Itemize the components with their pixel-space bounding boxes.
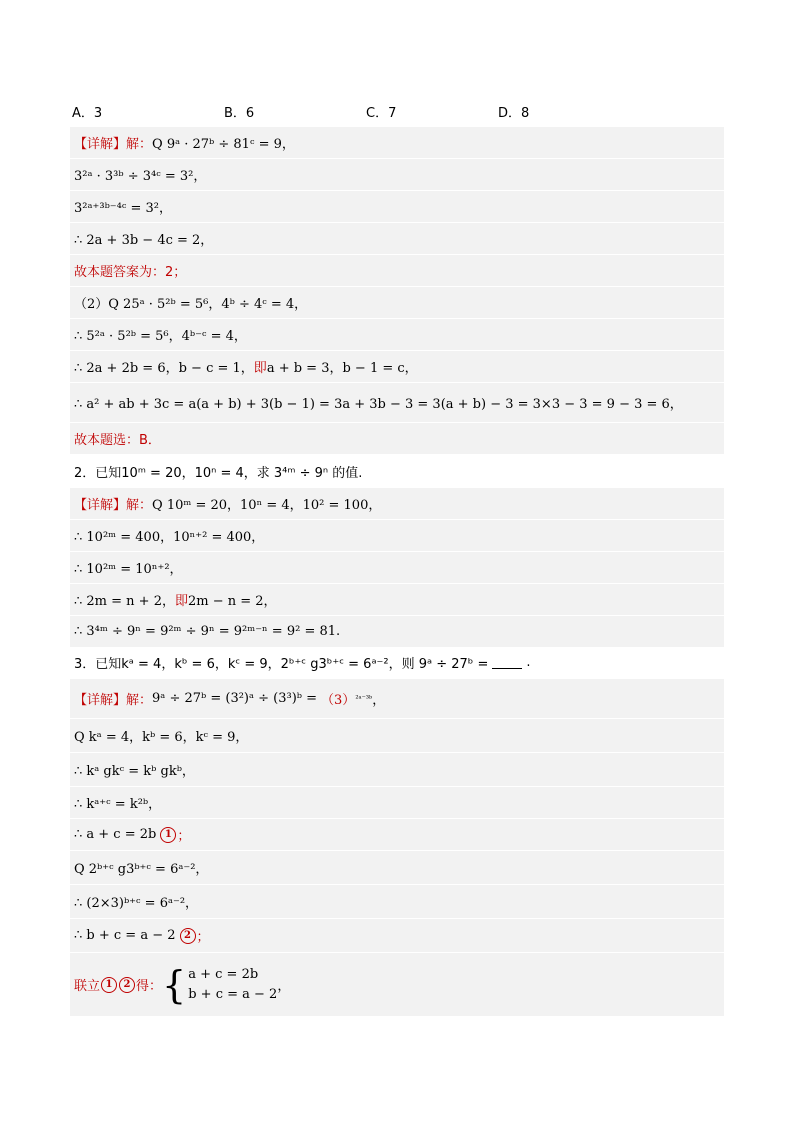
q3-line-4 bbox=[70, 819, 724, 851]
q2-title bbox=[70, 457, 724, 487]
q1-eq-4: ∴ 2a + 3b − 4c = 2， bbox=[74, 233, 214, 248]
q2-line-5 bbox=[70, 616, 724, 648]
q1-line-1 bbox=[70, 127, 724, 159]
q1-answer-1: 故本题答案为：2； bbox=[74, 265, 187, 280]
q3-line-7 bbox=[70, 919, 724, 953]
q3-eq-5: Q 2ᵇ⁺ᶜ g3ᵇ⁺ᶜ = 6ᵃ⁻²， bbox=[74, 862, 209, 877]
q2-line-4 bbox=[70, 584, 724, 616]
system-eq-2: b + c = a − 2 bbox=[188, 986, 278, 1002]
detail-tag: 【详解】 bbox=[74, 137, 127, 152]
q3-line-3 bbox=[70, 787, 724, 819]
q3-eq-0d: ， bbox=[372, 693, 386, 708]
option-b: B．6 bbox=[224, 106, 255, 121]
answer-options bbox=[72, 100, 722, 122]
q1-eq-9: ∴ a² + ab + 3c = a(a + b) + 3(b − 1) = 3a + 3b − 3 = 3(a + b) − 3 = 3×3 − 3 = 9 − 3 = 6， bbox=[74, 397, 683, 412]
q3-comma: ， bbox=[277, 979, 291, 994]
q3-line-5 bbox=[70, 851, 724, 885]
q3-lianli: 联立 bbox=[74, 979, 101, 994]
q2-line-1 bbox=[70, 488, 724, 520]
q1-eq-6: （2）Q 25ᵃ · 5²ᵇ = 5⁶，4ᵇ ÷ 4ᶜ = 4， bbox=[74, 297, 308, 312]
q3-eq-1: Q kᵃ = 4，kᵇ = 6，kᶜ = 9， bbox=[74, 730, 249, 745]
q2-eq-2: ∴ 10²ᵐ = 400，10ⁿ⁺² = 400， bbox=[74, 530, 265, 545]
q2-eq-1: Q 10ᵐ = 20，10ⁿ = 4，10² = 100， bbox=[152, 498, 382, 513]
q3-line-1 bbox=[70, 719, 724, 753]
q1-answer-2: 故本题选：B． bbox=[74, 433, 161, 448]
q1-line-2 bbox=[70, 159, 724, 191]
q1-line-5 bbox=[70, 255, 724, 287]
q3-eq-0a: 9ᵃ ÷ 27ᵇ = (3²)ᵃ ÷ (3³)ᵇ = bbox=[152, 691, 318, 706]
q3-semi-1: ； bbox=[177, 829, 191, 844]
q3-line-0: 【详解】 解： 9ᵃ ÷ 27ᵇ = (3²)ᵃ ÷ (3³)ᵇ = （3） ²ᵃ⁻³ᵇ ， bbox=[70, 679, 724, 719]
option-c: C．7 bbox=[366, 106, 397, 121]
q3-title-end: . bbox=[526, 655, 531, 670]
q3-line-8 bbox=[70, 953, 724, 1017]
left-brace-icon: { bbox=[162, 962, 187, 1007]
q1-line-7 bbox=[70, 319, 724, 351]
q3-eq-7a: ∴ b + c = a − 2 bbox=[74, 928, 176, 943]
q2-ji: 即 bbox=[174, 594, 188, 609]
circled-one: 1 bbox=[160, 827, 176, 843]
q3-eq-4a: ∴ a + c = 2b bbox=[74, 827, 157, 842]
q1-eq-1: Q 9ᵃ · 27ᵇ ÷ 81ᶜ = 9， bbox=[152, 137, 295, 152]
equation-system bbox=[162, 962, 278, 1007]
q3-eq-0b: （3） bbox=[321, 693, 356, 708]
q1-line-6 bbox=[70, 287, 724, 319]
q1-line-10 bbox=[70, 423, 724, 455]
q2-line-3 bbox=[70, 552, 724, 584]
detail-tag-2: 【详解】 bbox=[74, 498, 127, 513]
q2-line-2 bbox=[70, 520, 724, 552]
q1-line-4 bbox=[70, 223, 724, 255]
q2-title-text: 2．已知10ᵐ = 20，10ⁿ = 4，求 3⁴ᵐ ÷ 9ⁿ 的值. bbox=[74, 466, 363, 481]
q3-semi-2: ； bbox=[196, 930, 210, 945]
q1-eq-8c: a + b = 3，b − 1 = c， bbox=[266, 361, 418, 376]
option-a: A．3 bbox=[72, 106, 103, 121]
detail-tag-3: 【详解】 bbox=[74, 693, 127, 708]
circled-two: 2 bbox=[180, 928, 196, 944]
q3-title-text: 3．已知kᵃ = 4，kᵇ = 6，kᶜ = 9，2ᵇ⁺ᶜ g3ᵇ⁺ᶜ = 6ᵃ⁻²，则 9ᵃ ÷ 27ᵇ = bbox=[74, 657, 489, 672]
q3-title bbox=[70, 648, 724, 678]
q3-line-6 bbox=[70, 885, 724, 919]
circled-one-b: 1 bbox=[101, 977, 117, 993]
q3-eq-2: ∴ kᵃ gkᶜ = kᵇ gkᵇ， bbox=[74, 764, 195, 779]
jie-label-3: 解： bbox=[126, 693, 153, 708]
q3-de: 得： bbox=[136, 979, 163, 994]
q1-eq-3: 3²ᵃ⁺³ᵇ⁻⁴ᶜ = 3²， bbox=[74, 201, 172, 216]
q2-eq-5: ∴ 3⁴ᵐ ÷ 9ⁿ = 9²ᵐ ÷ 9ⁿ = 9²ᵐ⁻ⁿ = 9² = 81. bbox=[74, 624, 341, 639]
q1-eq-8a: ∴ 2a + 2b = 6，b − c = 1， bbox=[74, 361, 254, 376]
q3-eq-3: ∴ kᵃ⁺ᶜ = k²ᵇ， bbox=[74, 797, 162, 812]
q1-line-3 bbox=[70, 191, 724, 223]
q3-eq-6: ∴ (2×3)ᵇ⁺ᶜ = 6ᵃ⁻²， bbox=[74, 896, 199, 911]
option-d: D．8 bbox=[498, 106, 530, 121]
jie-label-2: 解： bbox=[126, 498, 153, 513]
answer-blank bbox=[492, 656, 522, 669]
q1-eq-2: 3²ᵃ · 3³ᵇ ÷ 3⁴ᶜ = 3²， bbox=[74, 169, 207, 184]
q1-line-9 bbox=[70, 383, 724, 423]
q2-eq-4c: 2m − n = 2， bbox=[187, 594, 277, 609]
circled-two-b: 2 bbox=[119, 977, 135, 993]
q3-line-2 bbox=[70, 753, 724, 787]
q2-eq-4a: ∴ 2m = n + 2， bbox=[74, 594, 175, 609]
q2-eq-3: ∴ 10²ᵐ = 10ⁿ⁺²， bbox=[74, 562, 183, 577]
q1-line-8 bbox=[70, 351, 724, 383]
jie-label: 解： bbox=[126, 137, 153, 152]
system-eq-1: a + c = 2b bbox=[188, 966, 259, 982]
q1-eq-7: ∴ 5²ᵃ · 5²ᵇ = 5⁶，4ᵇ⁻ᶜ = 4， bbox=[74, 329, 247, 344]
q1-ji: 即 bbox=[253, 361, 267, 376]
